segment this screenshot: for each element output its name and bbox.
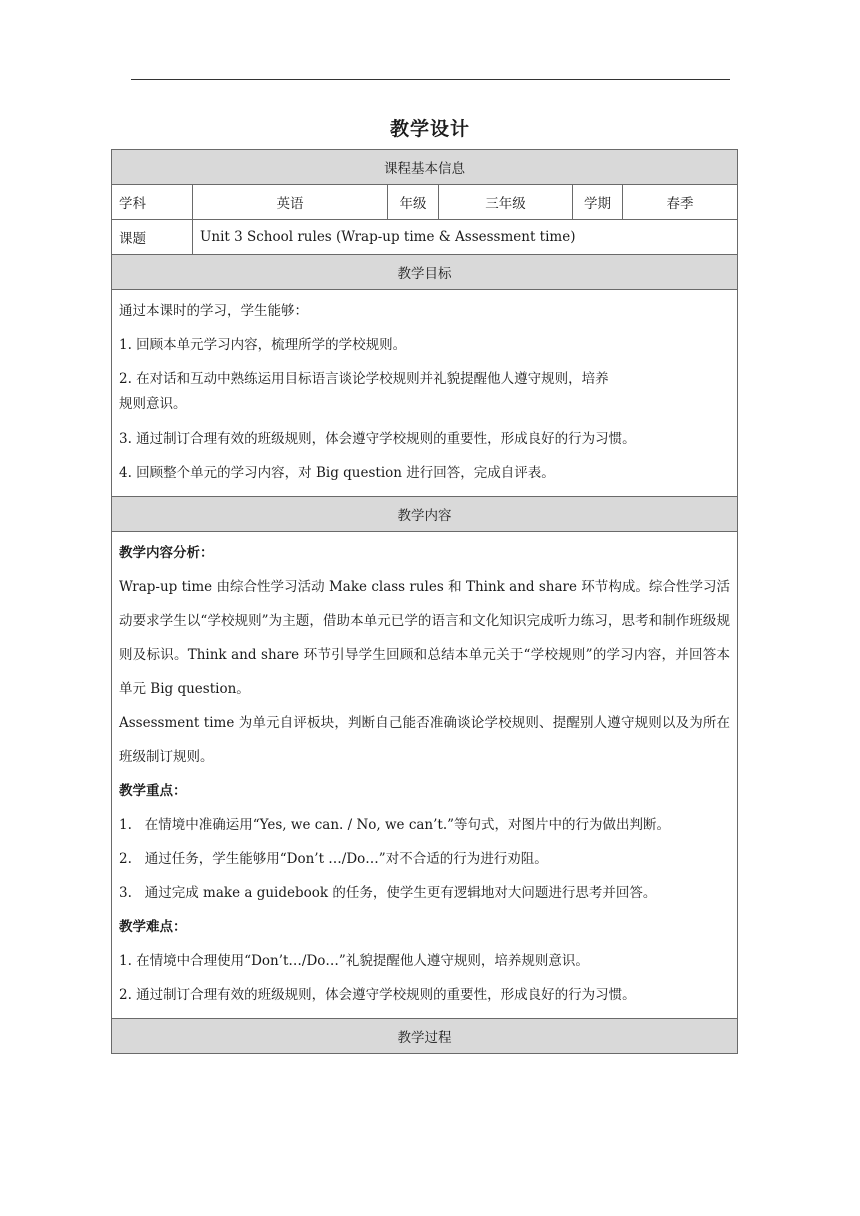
difficult-point: 1. 在情境中合理使用“Don’t…/Do…”礼貌提醒他人遵守规则，培养规则意识。 [119,953,589,969]
difficult-point: 2. 通过制订合理有效的班级规则，体会遵守学校规则的重要性，形成良好的行为习惯。 [119,987,636,1003]
topic-label: 课题 [112,220,193,255]
basic-info-row [112,185,738,220]
section-header-process [112,1019,738,1054]
section-header-objectives [112,255,738,290]
subject-value: 英语 [193,185,388,220]
section-title: 课程基本信息 [112,150,738,185]
topic-row [112,220,738,255]
document-title: 教学设计 [389,118,470,140]
key-points-heading: 教学重点： [119,783,187,799]
section-title: 教学目标 [112,255,738,290]
objective-item: 1. 回顾本单元学习内容，梳理所学的学校规则。 [119,337,407,353]
key-point: 2. 通过任务，学生能够用“Don’t …/Do…”对不合适的行为进行劝阻。 [119,851,548,867]
term-label: 学期 [573,185,623,220]
analysis-heading: 教学内容分析： [119,545,214,561]
objective-item: 4. 回顾整个单元的学习内容，对 Big question 进行回答，完成自评表。 [119,465,555,481]
header-rule [131,79,730,80]
section-title: 教学过程 [112,1019,738,1054]
subject-label: 学科 [112,185,193,220]
objectives-row [112,290,738,497]
term-value: 春季 [623,185,738,220]
section-header-content [112,497,738,532]
analysis-paragraph: Wrap-up time 由综合性学习活动 Make class rules 和 Think and share 环节构成。综合性学习活动要求学生以“学校规则”为主题，借助本单元已学的语言和文化知识完成听力练习，思考和制作班级规则及标识。Think and share 环节引导学生回顾和总结本单元关于“学校规则”的学习内容，并回答本单元 Big question。 [119,579,730,697]
key-point: 3. 通过完成 make a guidebook 的任务，使学生更有逻辑地对大问题进行思考并回答。 [119,885,657,901]
analysis-paragraph: Assessment time 为单元自评板块，判断自己能否准确谈论学校规则、提醒别人遵守规则以及为所在班级制订规则。 [119,715,730,765]
objectives-cell [112,290,738,497]
section-title: 教学内容 [112,497,738,532]
content-row [112,532,738,1019]
grade-label: 年级 [388,185,439,220]
lesson-plan-table [111,149,738,1054]
objectives-intro: 通过本课时的学习，学生能够： [119,303,308,319]
objective-item-continued: 规则意识。 [119,396,187,412]
key-point: 1. 在情境中准确运用“Yes, we can. / No, we can’t.”等句式，对图片中的行为做出判断。 [119,817,671,833]
objective-item: 2. 在对话和互动中熟练运用目标语言谈论学校规则并礼貌提醒他人遵守规则，培养 [119,371,609,387]
objective-item: 3. 通过制订合理有效的班级规则，体会遵守学校规则的重要性，形成良好的行为习惯。 [119,431,636,447]
section-header-basic-info [112,150,738,185]
topic-value: Unit 3 School rules (Wrap-up time & Assessment time) [193,220,738,255]
content-cell [112,532,738,1019]
difficult-points-heading: 教学难点： [119,919,187,935]
grade-value: 三年级 [439,185,573,220]
